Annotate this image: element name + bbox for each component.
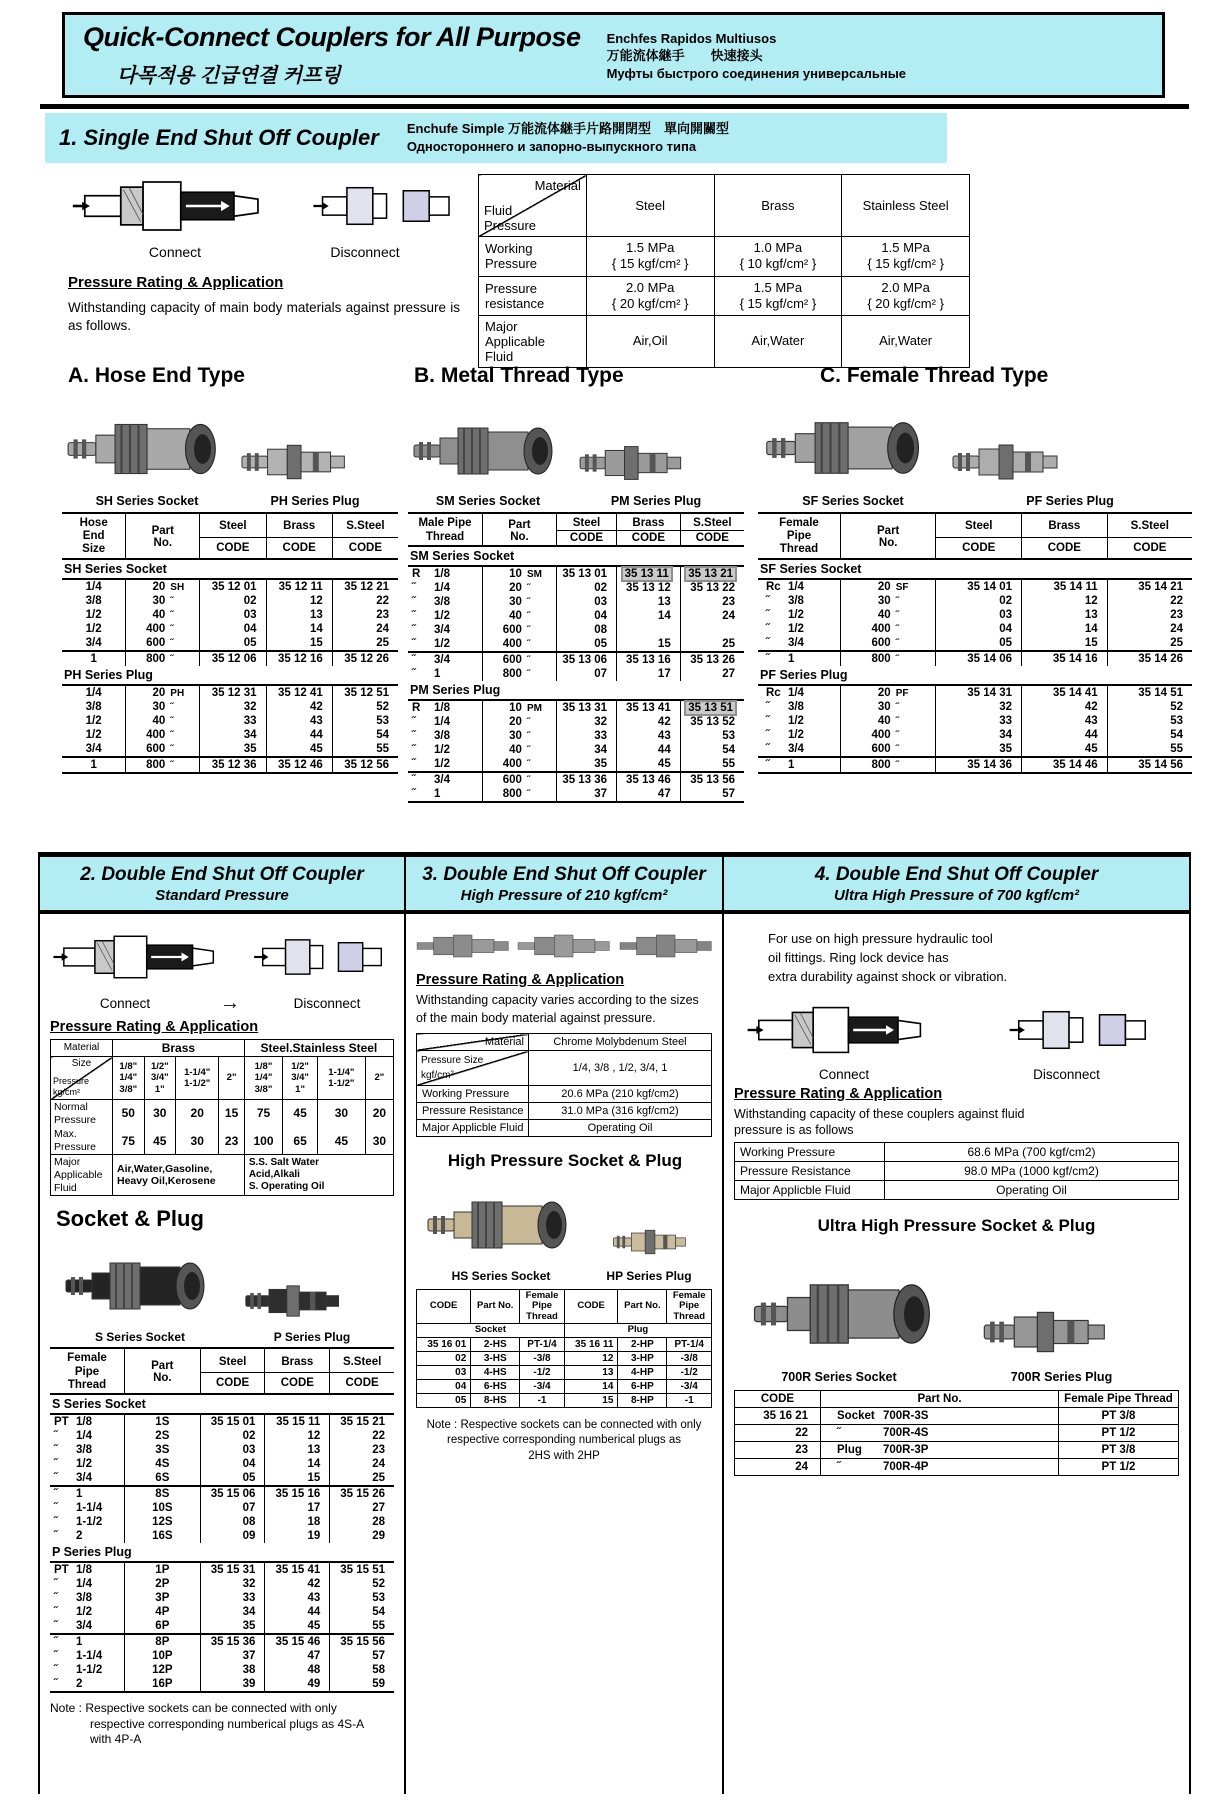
section2-captions	[50, 1330, 394, 1344]
section-a-photos	[62, 390, 398, 492]
section-4	[724, 857, 1189, 1794]
bottom-sections	[38, 852, 1191, 1794]
p-plug-photo	[244, 1274, 360, 1328]
section3-photos	[416, 1171, 712, 1267]
sf-socket-caption: SF Series Socket	[802, 494, 904, 508]
group-label-row: PH Series Plug	[62, 666, 398, 685]
disconnect-diagram	[312, 174, 460, 238]
section4-diagrams	[734, 989, 1179, 1065]
section3-description: Withstanding capacity varies according to the sizes of the main body material against pressure.	[416, 993, 699, 1025]
table-row: ˝ 1/2 40 ˝ 33 43 53	[758, 714, 1192, 728]
metal-thread-table: Male Pipe Thread Part No. Steel Brass S.Steel CODE CODE CODE SM Series Socket R 1/8 10 SM 35 13 01 35 13 11 35 13 21 ˝ 1/4 20 ˝ 02 35 13 12 35 13 22 ˝ 3/8 30 ˝ 03 13 23 ˝ 1/2 40 ˝ 04 14 24 ˝ 3/4 600 ˝ 08 ˝ 1/2 400 ˝ 05 15 25 ˝ 3/4 600 ˝ 35 13 06 35 13 16 35 13 26 ˝ 1 800 ˝ 07 17 27 PM Series Plug R 1/8 10 PM 35 13 31 35 13 41 35 13 51 ˝ 1/4 20 ˝ 32 42 35 13 52 ˝ 3/8 30 ˝ 33 43 53 ˝ 1/2 40 ˝ 34 44 54 ˝ 1/2 400 ˝ 35 45 55 ˝ 3/4 600 ˝ 35 13 36 35 13 46 35 13 56 ˝ 1 800 ˝ 37 47 57	[408, 512, 744, 803]
pf-plug-caption: PF Series Plug	[1026, 494, 1114, 508]
pf-plug-photo	[946, 432, 1086, 492]
section-b-captions	[408, 494, 744, 508]
group-label-row: PM Series Plug	[408, 681, 744, 700]
section-a	[62, 360, 398, 803]
table-row: ˝ 3/8 3P 33 43 53	[50, 1591, 394, 1605]
section-2	[40, 857, 406, 1794]
table-row: Rc 1/4 20 PF 35 14 31 35 14 41 35 14 51	[758, 685, 1192, 700]
section-c	[744, 360, 1192, 803]
section3-captions	[416, 1269, 712, 1283]
ultra-pressure-table	[734, 1142, 1179, 1200]
coupler-photos	[416, 920, 712, 968]
table-row: ˝ 2 16S 09 19 29	[50, 1529, 394, 1543]
pressure-rating-heading: Pressure Rating & Application	[416, 972, 625, 988]
arrow-icon: →	[220, 992, 240, 1014]
coupler-photo	[416, 926, 509, 966]
section2-note: Note : Respective sockets can be connected with only respective corresponding numberical plugs as 4S-A with 4P-A	[50, 1701, 365, 1747]
table-row: Pressure Resistance 31.0 MPa (316 kgf/cm2)	[417, 1103, 712, 1120]
table-row: ˝ 3/4 600 ˝ 35 13 06 35 13 16 35 13 26	[408, 652, 744, 667]
standard-pressure-table: Material Brass Steel.Stainless Steel Size Pressure kg/cm² 1/8" 1/4" 3/8" 1/2" 3/4" 1" 1-1/4" 1-1/2" 2" 1/8" 1/4" 3/8" 1/2" 3/4" 1" 1-1/4" 1-1/2" 2" Normal Pressure 50 30 20 15 75 45 30 20 Max. Pressure 75 45 30 23 100 65 45 30 Major Applicable Fluid Air,Water,Gasoline, Heavy Oil,Kerosene S.S. Salt Water Acid,Alkali S. Operating Oil	[50, 1039, 394, 1196]
table-row: ˝ 1-1/4 10S 07 17 27	[50, 1501, 394, 1515]
table-row: ˝ 1 800 ˝ 35 14 06 35 14 16 35 14 26	[758, 651, 1192, 666]
table-row: 35 16 01 2-HS PT-1/4 35 16 11 2-HP PT-1/4	[417, 1337, 712, 1351]
table-row: ˝ 1 8S 35 15 06 35 15 16 35 15 26	[50, 1486, 394, 1501]
table-row: ˝ 3/4 6S 05 15 25	[50, 1471, 394, 1486]
table-row: 1/4 20 PH 35 12 31 35 12 41 35 12 51	[62, 685, 398, 700]
section2-subtitle: Standard Pressure	[155, 887, 289, 904]
table-row: ˝ 1/2 40 ˝ 34 44 54	[408, 743, 744, 757]
section1-subtitle-multilingual: Enchufe Simple 万能流体継手片路開閉型 單向開關型	[406, 121, 729, 137]
connect-label: Connect	[818, 1066, 870, 1082]
page-title: Quick-Connect Couplers for All Purpose	[83, 22, 581, 52]
hs-socket-caption: HS Series Socket	[451, 1269, 551, 1283]
table-row: Working Pressure 20.6 MPa (210 kgf/cm2)	[417, 1086, 712, 1103]
table-row: ˝ 1/2 400 ˝ 34 44 54	[758, 728, 1192, 742]
table-row: R 1/8 10 PM 35 13 31 35 13 41 35 13 51	[408, 700, 744, 715]
table-row: ˝ 1-1/2 12P 38 48 58	[50, 1663, 394, 1677]
table-row: ˝ 1/4 20 ˝ 02 35 13 12 35 13 22	[408, 581, 744, 595]
pressure-rating-heading: Pressure Rating & Application	[734, 1085, 943, 1102]
table-row: 24 ˝ 700R-4P PT 1/2	[735, 1459, 1179, 1476]
section-3	[406, 857, 724, 1794]
table-row: PT 1/8 1S 35 15 01 35 15 11 35 15 21	[50, 1414, 394, 1429]
section-b-photos	[408, 390, 744, 492]
coupler-photo	[517, 926, 610, 966]
table-row: ˝ 1-1/2 12S 08 18 28	[50, 1515, 394, 1529]
table-row: 1 800 ˝ 35 12 06 35 12 16 35 12 26	[62, 651, 398, 666]
section4-photos	[734, 1238, 1179, 1368]
section-b-heading: B. Metal Thread Type	[414, 364, 624, 387]
page-title-spanish: Enchfes Rapidos Multiusos	[606, 30, 777, 46]
section4-intro: For use on high pressure hydraulic tool oil fittings. Ring lock device has extra durability against shock or vibration.	[768, 931, 1008, 984]
socket-plug-heading: Socket & Plug	[56, 1206, 204, 1232]
connect-label: Connect	[148, 244, 202, 260]
page-title-cjk: 万能流体継手 快速接头	[606, 48, 763, 64]
section3-content	[406, 914, 722, 1464]
table-row: ˝ 3/4 600 ˝ 08	[408, 623, 744, 637]
page-header-left	[83, 22, 581, 88]
hose-end-table: Hose End Size Part No. Steel Brass S.Steel CODE CODE CODE SH Series Socket 1/4 20 SH 35 12 01 35 12 11 35 12 21 3/8 30 ˝ 02 12 22 1/2 40 ˝ 03 13 23 1/2 400 ˝ 04 14 24 3/4 600 ˝ 05 15 25 1 800 ˝ 35 12 06 35 12 16 35 12 26 PH Series Plug 1/4 20 PH 35 12 31 35 12 41 35 12 51 3/8 30 ˝ 32 42 52 1/2 40 ˝ 33 43 53 1/2 400 ˝ 34 44 54 3/4 600 ˝ 35 45 55 1 800 ˝ 35 12 36 35 12 46 35 12 56	[62, 512, 398, 774]
table-row: 35 16 21 Socket 700R-3S PT 3/8	[735, 1408, 1179, 1425]
table-row: 03 4-HS -1/2 13 4-HP -1/2	[417, 1365, 712, 1379]
disconnect-label: Disconnect	[1033, 1066, 1100, 1082]
section3-header-band	[406, 857, 722, 914]
table-row: ˝ 3/8 30 ˝ 03 13 23	[408, 595, 744, 609]
table-row: ˝ 1/2 40 ˝ 03 13 23	[758, 608, 1192, 622]
section1-left	[60, 170, 460, 368]
section4-captions	[734, 1370, 1179, 1384]
sh-socket-caption: SH Series Socket	[95, 494, 199, 508]
group-label-row: PF Series Plug	[758, 666, 1192, 685]
group-label-row: S Series Socket	[50, 1394, 394, 1414]
section4-header-band	[724, 857, 1189, 914]
section4-title: 4. Double End Shut Off Coupler	[814, 864, 1099, 885]
ph-plug-caption: PH Series Plug	[270, 494, 360, 508]
connect-diagram	[52, 924, 237, 990]
table-row: ˝ 1 800 ˝ 37 47 57	[408, 787, 744, 802]
diagram-labels	[60, 244, 460, 260]
table-row: Major Applicable Fluid Air,Oil Air,Water Air,Water	[479, 316, 970, 368]
table-row: 3/4 600 ˝ 05 15 25	[62, 636, 398, 651]
table-row: R 1/8 10 SM 35 13 01 35 13 11 35 13 21	[408, 566, 744, 581]
table-row: ˝ 1/4 2S 02 12 22	[50, 1429, 394, 1443]
table-row: 3/8 30 ˝ 02 12 22	[62, 594, 398, 608]
section1-content	[60, 170, 1181, 368]
table-row: 05 8-HS -1 15 8-HP -1	[417, 1393, 712, 1407]
section-c-heading: C. Female Thread Type	[820, 364, 1049, 387]
700r-socket-caption: 700R Series Socket	[781, 1370, 897, 1385]
connect-label: Connect	[99, 996, 151, 1011]
table-row: Pressure Resistance 98.0 MPa (1000 kgf/cm2)	[735, 1162, 1179, 1181]
table-row: ˝ 1 8P 35 15 36 35 15 46 35 15 56	[50, 1634, 394, 1649]
section4-content	[724, 914, 1189, 1476]
page-title-korean: 다목적용 긴급연결 커프링	[117, 65, 341, 87]
type-columns	[62, 360, 1193, 803]
hs-hp-table: CODE Part No. Female Pipe Thread CODE Part No. Female Pipe Thread Socket Plug 35 16 01 2-HS PT-1/4 35 16 11 2-HP PT-1/4 02 3-HS -3/8 12 3-HP -3/8 03 4-HS -1/2 13 4-HP -1/2 04 6-HS -3/4 14 6-HP -3/4 05 8-HS -1 15 8-HP -1	[416, 1289, 712, 1408]
sm-socket-photo	[412, 410, 562, 492]
pressure-rating-heading: Pressure Rating & Application	[50, 1019, 259, 1035]
table-row: Pressure resistance 2.0 MPa { 20 kgf/cm² } 1.5 MPa { 15 kgf/cm² } 2.0 MPa { 20 kgf/cm² }	[479, 276, 970, 316]
table-row: Working Pressure 68.6 MPa (700 kgf/cm2)	[735, 1143, 1179, 1162]
coupler-diagrams	[60, 170, 460, 242]
section-b	[398, 360, 744, 803]
section2-content	[40, 914, 404, 1748]
table-row: ˝ 2 16P 39 49 59	[50, 1677, 394, 1692]
section2-diagrams	[50, 920, 394, 990]
table-row: 1/4 20 SH 35 12 01 35 12 11 35 12 21	[62, 579, 398, 594]
p-plug-caption: P Series Plug	[273, 1330, 351, 1345]
disconnect-diagram	[252, 927, 392, 987]
700r-plug-caption: 700R Series Plug	[1010, 1370, 1113, 1385]
table-row: PT 1/8 1P 35 15 31 35 15 41 35 15 51	[50, 1562, 394, 1577]
section4-subtitle: Ultra High Pressure of 700 kgf/cm²	[833, 887, 1080, 904]
table-row: ˝ 1 800 ˝ 07 17 27	[408, 667, 744, 681]
table-row: ˝ 1/4 20 ˝ 32 42 35 13 52	[408, 715, 744, 729]
section2-header-band	[40, 857, 404, 914]
section4-diagram-labels	[734, 1067, 1179, 1082]
s-socket-caption: S Series Socket	[94, 1330, 186, 1345]
pm-plug-caption: PM Series Plug	[610, 494, 702, 508]
700r-table: CODE Part No. Female Pipe Thread 35 16 21 Socket 700R-3S PT 3/8 22 ˝ 700R-4S PT 1/2 23 Plug 700R-3P PT 3/8 24 ˝ 700R-4P PT 1/2	[734, 1390, 1179, 1476]
section1-subtitles	[407, 120, 729, 155]
disconnect-label: Disconnect	[330, 244, 400, 260]
table-row: 1/2 400 ˝ 04 14 24	[62, 622, 398, 636]
table-row: ˝ 1/2 400 ˝ 05 15 25	[408, 637, 744, 652]
high-pressure-material-table: Material Chrome Molybdenum Steel Pressure Size kgf/cm² 1/4, 3/8 , 1/2, 3/4, 1 Working Pressure 20.6 MPa (210 kgf/cm2) Pressure Resistance 31.0 MPa (316 kgf/cm2) Major Applicble Fluid Operating Oil	[416, 1033, 712, 1137]
table-row: 02 3-HS -3/8 12 3-HP -3/8	[417, 1351, 712, 1365]
table-row: ˝ 3/8 30 ˝ 32 42 52	[758, 700, 1192, 714]
pm-plug-photo	[576, 434, 706, 492]
section1-subtitle-russian: Одностороннего и запорно-выпускного типа	[406, 139, 697, 154]
section1-right	[478, 170, 970, 368]
section-c-photos	[758, 390, 1192, 492]
table-row: ˝ 3/4 6P 35 45 55	[50, 1619, 394, 1634]
table-row: ˝ 3/8 3S 03 13 23	[50, 1443, 394, 1457]
material-pressure-table: Material Fluid Pressure Steel Brass Stainless Steel Working Pressure 1.5 MPa { 15 kgf/cm² } 1.0 MPa { 10 kgf/cm² } 1.5 MPa { 15 kgf/cm² } Pressure resistance 2.0 MPa { 20 kgf/cm² } 1.5 MPa { 15 kgf/cm² } 2.0 MPa { 20 kgf/cm² } Major Applicable Fluid Air,Oil Air,Water Air,Water	[478, 174, 970, 368]
section2-diagram-labels	[50, 992, 394, 1015]
hp-plug-photo	[612, 1217, 702, 1267]
table-row: ˝ 1 800 ˝ 35 14 36 35 14 46 35 14 56	[758, 757, 1192, 773]
table-row: ˝ 1/2 400 ˝ 35 45 55	[408, 757, 744, 772]
section2-title: 2. Double End Shut Off Coupler	[80, 864, 364, 885]
table-row: Major Applicble Fluid Operating Oil	[417, 1120, 712, 1137]
table-row: ˝ 1/2 40 ˝ 04 14 24	[408, 609, 744, 623]
table-row: ˝ 3/4 600 ˝ 35 45 55	[758, 742, 1192, 757]
high-pressure-heading: High Pressure Socket & Plug	[447, 1151, 683, 1170]
700r-socket-photo	[752, 1260, 942, 1368]
section3-subtitle: High Pressure of 210 kgf/cm²	[460, 887, 668, 904]
table-row: ˝ 3/4 600 ˝ 35 13 36 35 13 46 35 13 56	[408, 772, 744, 787]
table-row: ˝ 3/8 30 ˝ 33 43 53	[408, 729, 744, 743]
connect-diagram	[70, 170, 286, 242]
table-row: 22 ˝ 700R-4S PT 1/2	[735, 1425, 1179, 1442]
hs-socket-photo	[426, 1183, 576, 1267]
coupler-photo	[619, 926, 712, 966]
page-header-right	[607, 28, 906, 83]
section-a-heading: A. Hose End Type	[68, 364, 245, 387]
table-row: 04 6-HS -3/4 14 6-HP -3/4	[417, 1379, 712, 1393]
table-row: Major Applicble Fluid Operating Oil	[735, 1181, 1179, 1200]
table-row: ˝ 1/2 4S 04 14 24	[50, 1457, 394, 1471]
table-row: 1/2 40 ˝ 03 13 23	[62, 608, 398, 622]
table-row: ˝ 1/4 2P 32 42 52	[50, 1577, 394, 1591]
section-a-captions	[62, 494, 398, 508]
table-row: 3/4 600 ˝ 35 45 55	[62, 742, 398, 757]
section1-title: 1. Single End Shut Off Coupler	[59, 125, 379, 150]
section3-note: Note : Respective sockets can be connected with only respective corresponding numberical plugs as 2HS with 2HP	[426, 1418, 702, 1462]
page-header	[62, 12, 1165, 98]
sm-socket-caption: SM Series Socket	[435, 494, 541, 508]
group-label-row: SH Series Socket	[62, 559, 398, 579]
sf-socket-photo	[762, 404, 932, 492]
table-row: Working Pressure 1.5 MPa { 15 kgf/cm² } 1.0 MPa { 10 kgf/cm² } 1.5 MPa { 15 kgf/cm² }	[479, 237, 970, 277]
female-thread-table: Female Pipe Thread Part No. Steel Brass S.Steel CODE CODE CODE SF Series Socket Rc 1/4 20 SF 35 14 01 35 14 11 35 14 21 ˝ 3/8 30 ˝ 02 12 22 ˝ 1/2 40 ˝ 03 13 23 ˝ 1/2 400 ˝ 04 14 24 ˝ 3/4 600 ˝ 05 15 25 ˝ 1 800 ˝ 35 14 06 35 14 16 35 14 26 PF Series Plug Rc 1/4 20 PF 35 14 31 35 14 41 35 14 51 ˝ 3/8 30 ˝ 32 42 52 ˝ 1/2 40 ˝ 33 43 53 ˝ 1/2 400 ˝ 34 44 54 ˝ 3/4 600 ˝ 35 45 55 ˝ 1 800 ˝ 35 14 36 35 14 46 35 14 56	[758, 512, 1192, 774]
page-title-russian: Муфты быстрого соединения универсальные	[606, 65, 907, 81]
section1-header-band	[45, 113, 947, 163]
ph-plug-photo	[240, 432, 368, 492]
table-row: 1/2 400 ˝ 34 44 54	[62, 728, 398, 742]
section-c-captions	[758, 494, 1192, 508]
s-socket-photo	[64, 1244, 214, 1328]
section3-title: 3. Double End Shut Off Coupler	[422, 864, 706, 885]
sh-socket-photo	[66, 406, 226, 492]
table-row: ˝ 1/2 4P 34 44 54	[50, 1605, 394, 1619]
pressure-rating-heading: Pressure Rating & Application	[68, 274, 284, 291]
disconnect-label: Disconnect	[293, 996, 361, 1011]
pressure-note: Withstanding capacity of main body materials against pressure is as follows.	[68, 300, 460, 334]
table-row: 23 Plug 700R-3P PT 3/8	[735, 1442, 1179, 1459]
table-row: 1/2 40 ˝ 33 43 53	[62, 714, 398, 728]
section4-description: Withstanding capacity of these couplers against fluid pressure is as follows	[734, 1106, 1025, 1138]
table-row: ˝ 1-1/4 10P 37 47 57	[50, 1649, 394, 1663]
connect-diagram	[746, 995, 946, 1065]
hp-plug-caption: HP Series Plug	[606, 1269, 692, 1283]
700r-plug-photo	[982, 1296, 1132, 1368]
table-row: Rc 1/4 20 SF 35 14 01 35 14 11 35 14 21	[758, 579, 1192, 594]
socket-plug-table: Female Pipe Thread Part No. Steel Brass S.Steel CODE CODE CODE S Series Socket PT 1/8 1S 35 15 01 35 15 11 35 15 21 ˝ 1/4 2S 02 12 22 ˝ 3/8 3S 03 13 23 ˝ 1/2 4S 04 14 24 ˝ 3/4 6S 05 15 25 ˝ 1 8S 35 15 06 35 15 16 35 15 26 ˝ 1-1/4 10S 07 17 27 ˝ 1-1/2 12S 08 18 28 ˝ 2 16S 09 19 29 P Series Plug PT 1/8 1P 35 15 31 35 15 41 35 15 51 ˝ 1/4 2P 32 42 52 ˝ 3/8 3P 33 43 53 ˝ 1/2 4P 34 44 54 ˝ 3/4 6P 35 45 55 ˝ 1 8P 35 15 36 35 15 46 35 15 56 ˝ 1-1/4 10P 37 47 57 ˝ 1-1/2 12P 38 48 58 ˝ 2 16P 39 49 59	[50, 1347, 394, 1693]
section2-photos	[50, 1232, 394, 1328]
table-row: 1 800 ˝ 35 12 36 35 12 46 35 12 56	[62, 757, 398, 773]
ultra-high-pressure-heading: Ultra High Pressure Socket & Plug	[817, 1216, 1096, 1236]
disconnect-diagram	[997, 998, 1167, 1062]
table-row: ˝ 3/4 600 ˝ 05 15 25	[758, 636, 1192, 651]
horizontal-divider	[40, 104, 1189, 109]
table-row: ˝ 3/8 30 ˝ 02 12 22	[758, 594, 1192, 608]
table-row: ˝ 1/2 400 ˝ 04 14 24	[758, 622, 1192, 636]
table-row: 3/8 30 ˝ 32 42 52	[62, 700, 398, 714]
group-label-row: SF Series Socket	[758, 559, 1192, 579]
group-label-row: SM Series Socket	[408, 546, 744, 566]
group-label-row: P Series Plug	[50, 1543, 394, 1562]
